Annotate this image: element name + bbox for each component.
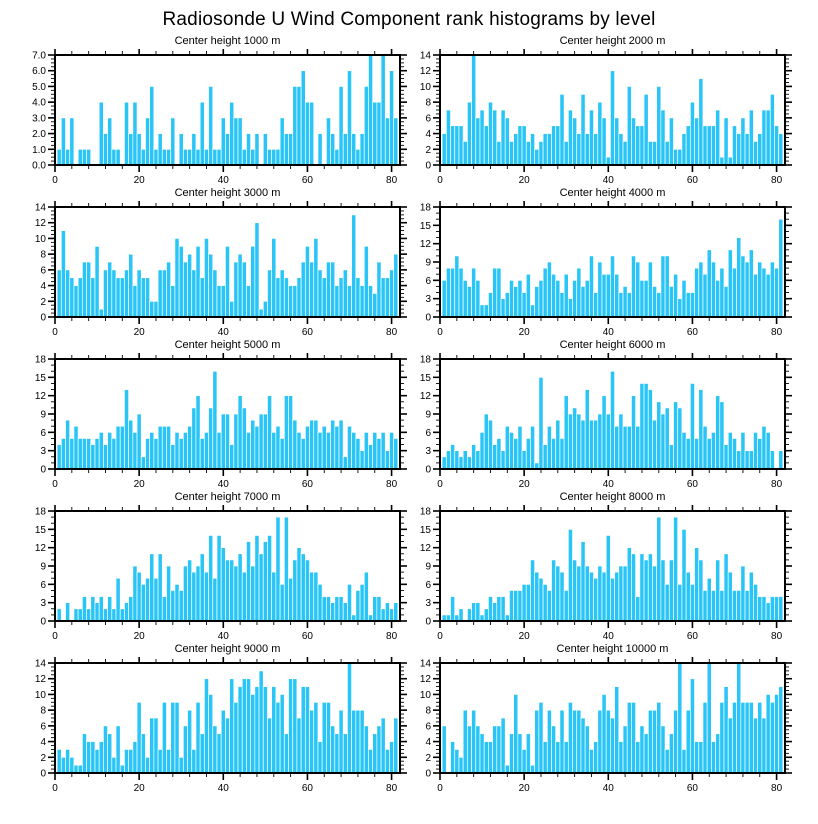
- svg-text:20: 20: [133, 175, 145, 184]
- svg-text:12: 12: [34, 218, 46, 230]
- svg-text:12: 12: [419, 239, 431, 251]
- svg-text:60: 60: [686, 783, 699, 792]
- svg-text:60: 60: [686, 327, 699, 336]
- svg-text:0: 0: [437, 783, 443, 792]
- subplot-9000m: [0, 643, 409, 795]
- subplot-10000m: [409, 643, 818, 795]
- svg-text:6: 6: [40, 427, 46, 439]
- svg-text:0: 0: [425, 616, 431, 628]
- svg-text:4: 4: [40, 281, 46, 293]
- svg-text:60: 60: [301, 631, 314, 640]
- subplot-title: Center height 2000 m: [559, 35, 666, 47]
- svg-text:9: 9: [425, 409, 431, 421]
- svg-text:1.0: 1.0: [32, 144, 46, 156]
- svg-text:12: 12: [34, 391, 46, 403]
- svg-text:20: 20: [518, 175, 530, 184]
- svg-text:5.0: 5.0: [32, 81, 46, 93]
- svg-text:40: 40: [217, 479, 229, 488]
- subplot-3000m: [0, 187, 409, 339]
- svg-text:40: 40: [602, 783, 614, 792]
- svg-text:18: 18: [419, 354, 431, 366]
- svg-text:8: 8: [425, 97, 431, 109]
- figure-title: Radiosonde U Wind Component rank histograms by level: [162, 9, 656, 30]
- subplot-2000m: [409, 35, 818, 187]
- svg-text:40: 40: [217, 327, 229, 336]
- subplot-title: Center height 4000 m: [559, 187, 666, 199]
- svg-text:3: 3: [425, 598, 431, 610]
- svg-text:20: 20: [133, 327, 145, 336]
- svg-text:80: 80: [386, 327, 398, 336]
- svg-text:40: 40: [602, 175, 614, 184]
- histogram-8000m: [409, 505, 818, 640]
- svg-text:0: 0: [52, 631, 58, 640]
- svg-text:0: 0: [437, 631, 443, 640]
- svg-text:0.0: 0.0: [32, 160, 46, 172]
- svg-text:6: 6: [40, 579, 46, 591]
- svg-text:80: 80: [771, 479, 783, 488]
- subplot-5000m: [0, 339, 409, 491]
- svg-text:3: 3: [425, 294, 431, 306]
- svg-text:80: 80: [771, 783, 783, 792]
- svg-text:18: 18: [34, 354, 46, 366]
- subplot-title: Center height 1000 m: [174, 35, 281, 47]
- subplot-6000m: [409, 339, 818, 491]
- svg-text:3: 3: [40, 598, 46, 610]
- svg-text:0: 0: [40, 616, 46, 628]
- svg-text:0: 0: [425, 312, 431, 324]
- subplot-grid: [0, 35, 818, 795]
- svg-text:2: 2: [425, 752, 431, 764]
- svg-text:60: 60: [301, 175, 314, 184]
- svg-text:0: 0: [425, 464, 431, 476]
- svg-text:10: 10: [419, 689, 431, 701]
- svg-text:12: 12: [419, 674, 431, 686]
- svg-text:80: 80: [386, 175, 398, 184]
- svg-text:9: 9: [425, 561, 431, 573]
- svg-text:6: 6: [425, 579, 431, 591]
- svg-text:15: 15: [34, 524, 46, 536]
- svg-text:18: 18: [419, 202, 431, 214]
- svg-text:15: 15: [419, 220, 431, 232]
- svg-text:0: 0: [425, 160, 431, 172]
- svg-text:9: 9: [425, 257, 431, 269]
- svg-text:0: 0: [52, 175, 58, 184]
- svg-text:8: 8: [425, 705, 431, 717]
- histogram-10000m: [409, 657, 818, 792]
- histogram-9000m: [0, 657, 409, 792]
- subplot-title: Center height 8000 m: [559, 491, 666, 503]
- svg-text:20: 20: [518, 327, 530, 336]
- svg-text:0: 0: [40, 312, 46, 324]
- histogram-5000m: [0, 353, 409, 488]
- svg-text:4: 4: [425, 737, 431, 749]
- histogram-1000m: [0, 49, 409, 184]
- subplot-title: Center height 5000 m: [174, 339, 281, 351]
- subplot-title: Center height 7000 m: [174, 491, 281, 503]
- subplot-8000m: [409, 491, 818, 643]
- svg-text:40: 40: [602, 327, 614, 336]
- svg-text:12: 12: [419, 66, 431, 78]
- svg-text:14: 14: [419, 50, 431, 62]
- svg-text:2: 2: [40, 296, 46, 308]
- svg-text:60: 60: [686, 479, 699, 488]
- svg-text:3: 3: [40, 446, 46, 458]
- svg-text:40: 40: [217, 631, 229, 640]
- svg-text:60: 60: [686, 631, 699, 640]
- svg-text:14: 14: [34, 658, 46, 670]
- svg-text:0: 0: [437, 479, 443, 488]
- svg-text:2.0: 2.0: [32, 129, 46, 141]
- svg-text:6: 6: [425, 113, 431, 125]
- svg-text:6: 6: [425, 275, 431, 287]
- svg-text:6: 6: [425, 427, 431, 439]
- histogram-3000m: [0, 201, 409, 336]
- svg-text:3: 3: [425, 446, 431, 458]
- svg-text:0: 0: [425, 768, 431, 780]
- svg-text:12: 12: [419, 391, 431, 403]
- svg-text:6: 6: [40, 721, 46, 733]
- subplot-7000m: [0, 491, 409, 643]
- svg-text:4: 4: [425, 129, 431, 141]
- svg-text:20: 20: [518, 783, 530, 792]
- histogram-2000m: [409, 49, 818, 184]
- svg-text:4: 4: [40, 737, 46, 749]
- svg-text:10: 10: [34, 233, 46, 245]
- svg-text:40: 40: [602, 631, 614, 640]
- svg-text:20: 20: [133, 631, 145, 640]
- svg-text:0: 0: [437, 327, 443, 336]
- svg-text:20: 20: [518, 631, 530, 640]
- svg-text:18: 18: [34, 506, 46, 518]
- svg-text:0: 0: [437, 175, 443, 184]
- svg-text:15: 15: [419, 524, 431, 536]
- svg-text:15: 15: [34, 372, 46, 384]
- subplot-title: Center height 10000 m: [556, 643, 669, 655]
- svg-text:18: 18: [419, 506, 431, 518]
- svg-text:4.0: 4.0: [32, 97, 46, 109]
- svg-text:6: 6: [425, 721, 431, 733]
- svg-text:40: 40: [217, 783, 229, 792]
- svg-text:14: 14: [34, 202, 46, 214]
- svg-text:20: 20: [133, 783, 145, 792]
- histogram-6000m: [409, 353, 818, 488]
- svg-text:80: 80: [386, 631, 398, 640]
- svg-text:2: 2: [425, 144, 431, 156]
- svg-text:12: 12: [419, 543, 431, 555]
- svg-text:14: 14: [419, 658, 431, 670]
- svg-text:7.0: 7.0: [32, 50, 46, 62]
- svg-text:80: 80: [771, 631, 783, 640]
- svg-text:0: 0: [52, 479, 58, 488]
- svg-text:60: 60: [686, 175, 699, 184]
- svg-text:6.0: 6.0: [32, 66, 46, 78]
- histogram-7000m: [0, 505, 409, 640]
- svg-text:12: 12: [34, 543, 46, 555]
- svg-text:10: 10: [419, 81, 431, 93]
- svg-text:2: 2: [40, 752, 46, 764]
- svg-text:9: 9: [40, 409, 46, 421]
- svg-text:80: 80: [771, 175, 783, 184]
- subplot-1000m: [0, 35, 409, 187]
- svg-text:0: 0: [40, 464, 46, 476]
- svg-text:15: 15: [419, 372, 431, 384]
- svg-text:80: 80: [386, 783, 398, 792]
- svg-text:10: 10: [34, 689, 46, 701]
- svg-text:0: 0: [40, 768, 46, 780]
- svg-text:8: 8: [40, 705, 46, 717]
- svg-text:3.0: 3.0: [32, 113, 46, 125]
- svg-text:0: 0: [52, 327, 58, 336]
- svg-text:0: 0: [52, 783, 58, 792]
- subplot-title: Center height 9000 m: [174, 643, 281, 655]
- svg-text:9: 9: [40, 561, 46, 573]
- svg-text:60: 60: [301, 327, 314, 336]
- svg-text:80: 80: [386, 479, 398, 488]
- subplot-4000m: [409, 187, 818, 339]
- svg-text:80: 80: [771, 327, 783, 336]
- svg-text:60: 60: [301, 479, 314, 488]
- svg-text:12: 12: [34, 674, 46, 686]
- svg-text:40: 40: [602, 479, 614, 488]
- histogram-4000m: [409, 201, 818, 336]
- svg-text:60: 60: [301, 783, 314, 792]
- subplot-title: Center height 6000 m: [559, 339, 666, 351]
- svg-text:20: 20: [518, 479, 530, 488]
- svg-text:40: 40: [217, 175, 229, 184]
- svg-text:20: 20: [133, 479, 145, 488]
- svg-text:6: 6: [40, 265, 46, 277]
- subplot-title: Center height 3000 m: [174, 187, 281, 199]
- svg-text:8: 8: [40, 249, 46, 261]
